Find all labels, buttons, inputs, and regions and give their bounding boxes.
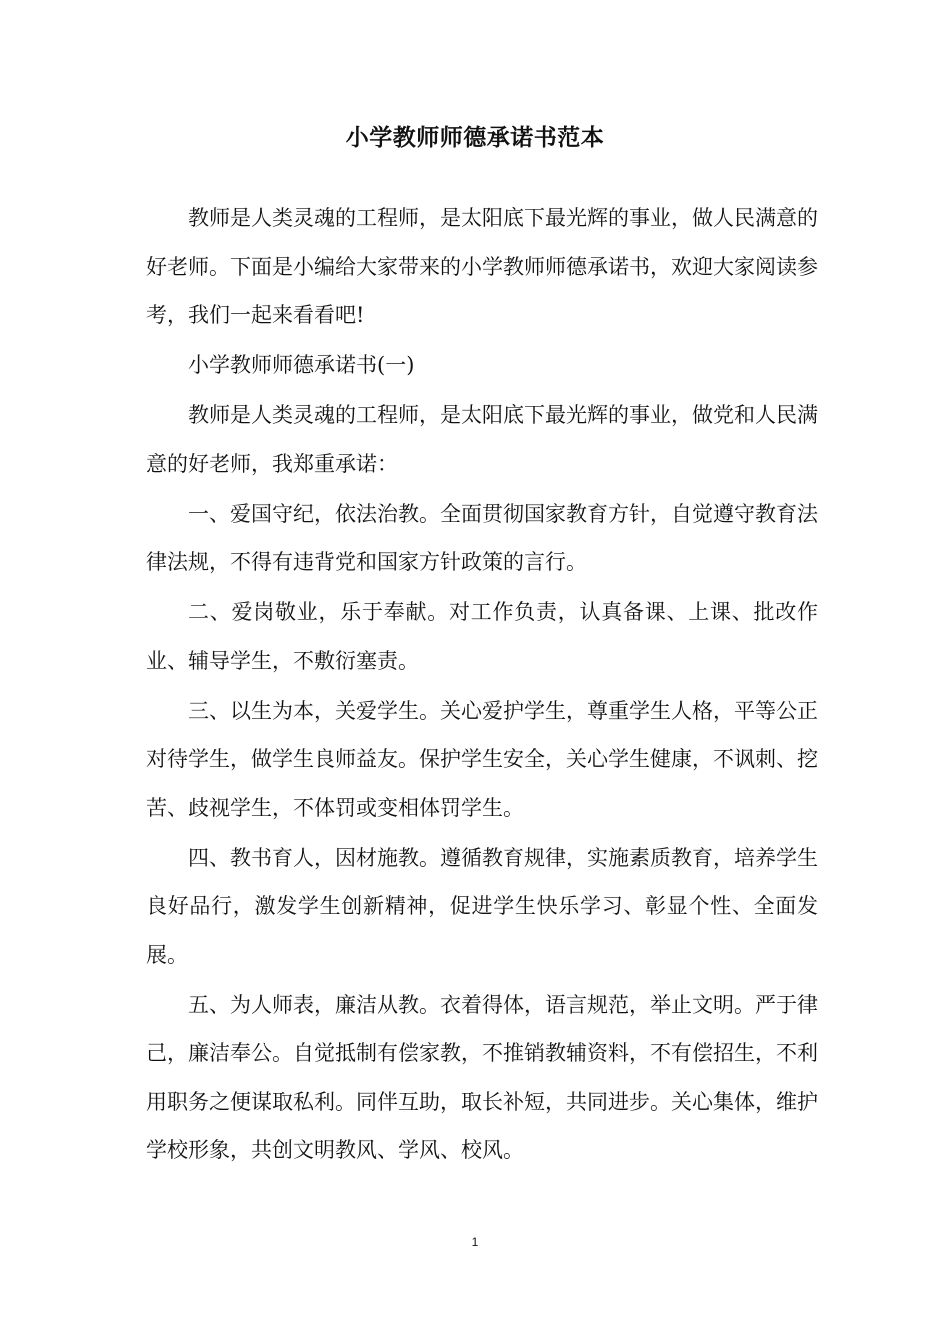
document-title: 小学教师师德承诺书范本 [345,125,605,151]
paragraph-pledge-intro: 教师是人类灵魂的工程师，是太阳底下最光辉的事业，做党和人民满意的好老师，我郑重承诺： [146,403,818,476]
paragraph-pledge-3: 三、以生为本，关爱学生。关心爱护学生，尊重学生人格，平等公正对待学生，做学生良师益友。保护学生安全，关心学生健康，不讽刺、挖苦、歧视学生，不体罚或变相体罚学生。 [146,698,818,820]
paragraph-pledge-5: 五、为人师表，廉洁从教。衣着得体，语言规范，举止文明。严于律己，廉洁奉公。自觉抵制有偿家教，不推销教辅资料，不有偿招生，不利用职务之便谋取私利。同伴互助，取长补短，共同进步。关心集体，维护学校形象，共创文明教风、学风、校风。 [146,992,818,1162]
document-body [146,194,818,1176]
paragraph-intro: 教师是人类灵魂的工程师，是太阳底下最光辉的事业，做人民满意的好老师。下面是小编给大家带来的小学教师师德承诺书，欢迎大家阅读参考，我们一起来看看吧! [146,206,818,327]
paragraph-pledge-2: 二、爱岗敬业，乐于奉献。对工作负责，认真备课、上课、批改作业、辅导学生，不敷衍塞责。 [146,600,818,673]
paragraph-pledge-4: 四、教书育人，因材施教。遵循教育规律，实施素质教育，培养学生良好品行，激发学生创新精神，促进学生快乐学习、彰显个性、全面发展。 [146,845,818,967]
page-number: 1 [471,1235,479,1249]
section-heading: 小学教师师德承诺书(一) [188,353,415,377]
paragraph-pledge-1: 一、爱国守纪，依法治教。全面贯彻国家教育方针，自觉遵守教育法律法规，不得有违背党和国家方针政策的言行。 [146,501,818,574]
